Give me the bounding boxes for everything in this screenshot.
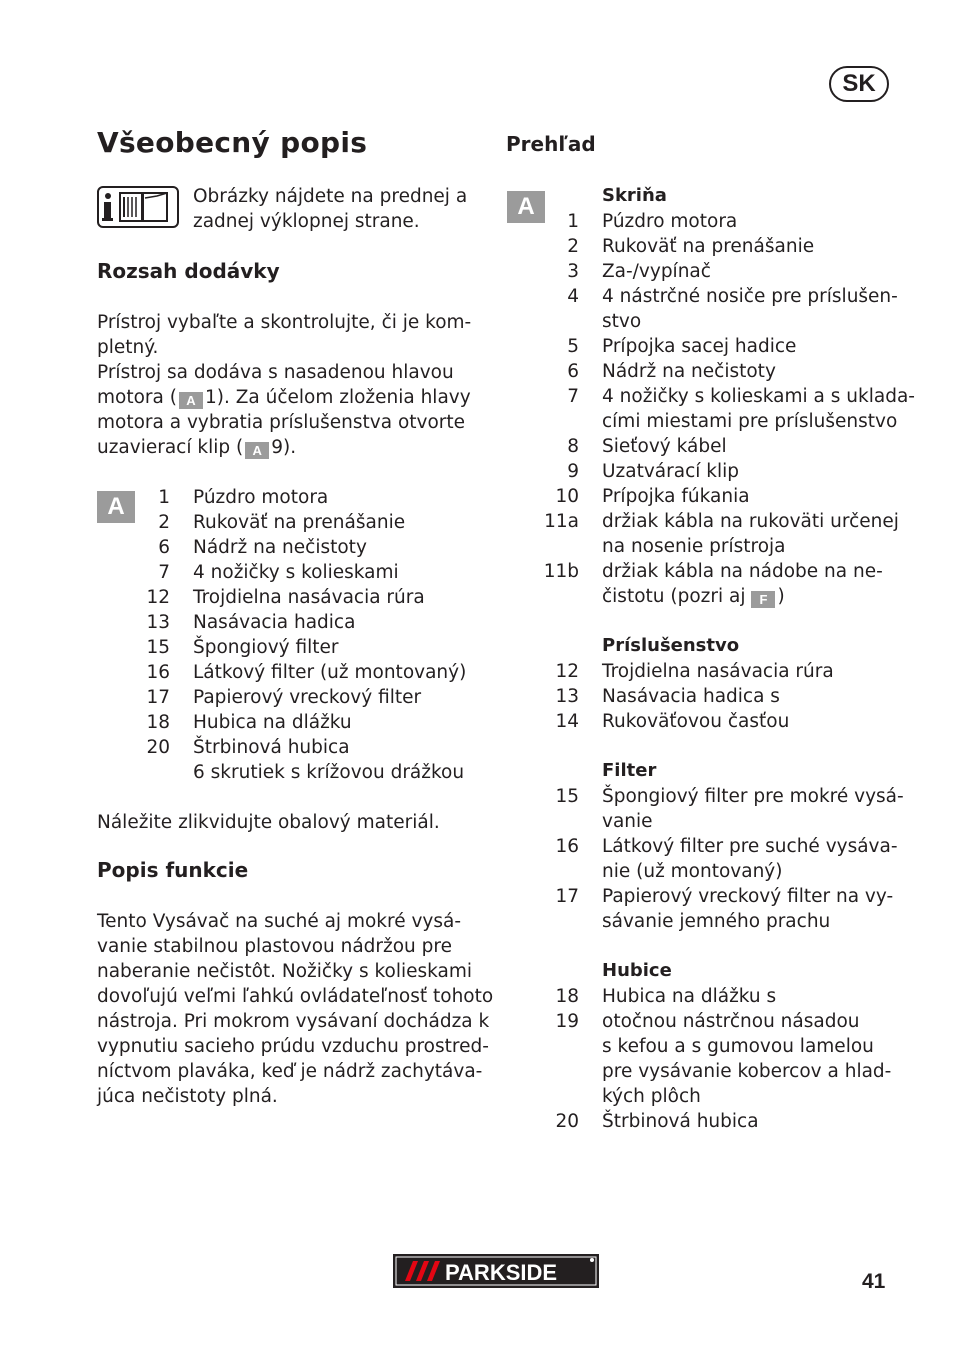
delivery-motor-text-2: 1). Za účelom zloženia hlavy (204, 387, 471, 408)
overview-item-number: 20 (555, 1111, 579, 1132)
overview-item-label: čistotu (pozri aj F ) (602, 586, 785, 607)
list-item-label: Nádrž na nečistoty (193, 537, 367, 558)
figure-ref-a-badge: A (245, 442, 269, 459)
list-item-label: Hubica na dlážku (193, 712, 352, 733)
function-para-line: vanie stabilnou plastovou nádržou pre (97, 936, 452, 957)
overview-item-label: Látkový filter pre suché vysáva- (602, 836, 898, 857)
list-item-label: 4 nožičky s kolieskami (193, 562, 399, 583)
overview-item-label: otočnou nástrčnou násadou (602, 1011, 860, 1032)
list-item-number: 13 (146, 612, 170, 633)
function-para-line: níctvom plaváka, keď je nádrž zachytáva- (97, 1061, 483, 1082)
list-item-label: Látkový filter (už montovaný) (193, 662, 467, 683)
overview-item-number: 3 (567, 261, 579, 282)
language-badge: SK (829, 66, 889, 102)
list-item-label: Púzdro motora (193, 487, 329, 508)
overview-group-heading: Hubice (602, 960, 672, 981)
list-item-number: 2 (158, 512, 170, 533)
delivery-para-line-2: pletný. (97, 337, 159, 358)
parkside-logo (393, 1254, 599, 1288)
list-item-number: 20 (146, 737, 170, 758)
overview-item-label: Sieťový kábel (602, 436, 727, 457)
overview-item-label: kých plôch (602, 1086, 701, 1107)
delivery-para-line-5: motora a vybratia príslušenstva otvorte (97, 412, 466, 433)
page-number: 41 (862, 1270, 886, 1293)
overview-item-label: pre vysávanie kobercov a hlad- (602, 1061, 892, 1082)
overview-item-number: 18 (555, 986, 579, 1007)
delivery-para-line-1: Prístroj vybaľte a skontrolujte, či je kom- (97, 312, 472, 333)
info-note-line-2: zadnej výklopnej strane. (193, 211, 420, 232)
list-item-number: 17 (146, 687, 170, 708)
delivery-motor-text: motora ( (97, 387, 177, 408)
list-item-number: 15 (146, 637, 170, 658)
overview-item-number: 12 (555, 661, 579, 682)
overview-item-label: stvo (602, 311, 642, 332)
info-book-icon (97, 186, 179, 228)
list-item-label: Špongiový filter (193, 637, 339, 658)
overview-group-heading: Skriňa (602, 185, 667, 206)
list-item-number: 12 (146, 587, 170, 608)
overview-item-number: 11b (543, 561, 579, 582)
overview-group-heading: Filter (602, 760, 657, 781)
function-para-line: júca nečistoty plná. (97, 1086, 278, 1107)
figure-ref-a-box: A (507, 191, 545, 223)
logo-text: PARKSIDE (445, 1260, 558, 1285)
overview-item-label: Prípojka sacej hadice (602, 336, 797, 357)
overview-item-label: Za-/vypínač (602, 261, 711, 282)
overview-item-label: Papierový vreckový filter na vy- (602, 886, 894, 907)
overview-item-label: sávanie jemného prachu (602, 911, 831, 932)
list-item-label: Rukoväť na prenášanie (193, 512, 406, 533)
list-item-number: 16 (146, 662, 170, 683)
overview-item-number: 13 (555, 686, 579, 707)
overview-item-label: Prípojka fúkania (602, 486, 750, 507)
overview-item-label: držiak kábla na nádobe na ne- (602, 561, 883, 582)
figure-ref-f-badge: F (751, 591, 775, 608)
overview-item-label: Špongiový filter pre mokré vysá- (602, 786, 904, 807)
overview-item-label: nie (už montovaný) (602, 861, 783, 882)
overview-item-label: Rukoväť na prenášanie (602, 236, 815, 257)
overview-item-number: 17 (555, 886, 579, 907)
overview-item-number: 8 (567, 436, 579, 457)
function-para-line: nástroja. Pri mokrom vysávaní dochádza k (97, 1011, 490, 1032)
delivery-para-line-4 (97, 385, 471, 410)
overview-item-label: Uzatvárací klip (602, 461, 739, 482)
overview-item-label: Štrbinová hubica (602, 1111, 759, 1132)
function-para-line: dovoľujú veľmi ľahkú ovládateľnosť tohoto (97, 986, 494, 1007)
overview-item-number: 4 (567, 286, 579, 307)
overview-item-label: Púzdro motora (602, 211, 738, 232)
delivery-para-line-3: Prístroj sa dodáva s nasadenou hlavou (97, 362, 454, 383)
overview-item-number: 1 (567, 211, 579, 232)
list-item-label: Štrbinová hubica (193, 737, 350, 758)
figure-ref-a-box: A (97, 491, 135, 523)
overview-item-label: držiak kábla na rukoväti určenej (602, 511, 899, 532)
overview-item-number: 6 (567, 361, 579, 382)
overview-item-label: vanie (602, 811, 653, 832)
figure-ref-a-badge: A (179, 392, 203, 409)
function-para-line: naberanie nečistôt. Nožičky s kolieskami (97, 961, 473, 982)
list-item-number: 1 (158, 487, 170, 508)
overview-item-label: cími miestami pre príslušenstvo (602, 411, 898, 432)
function-para-line: vypnutiu sacieho prúdu vzduchu prostred- (97, 1036, 489, 1057)
section-title-general: Všeobecný popis (97, 126, 368, 159)
disposal-note: Náležite zlikvidujte obalový materiál. (97, 812, 440, 833)
overview-item-number: 16 (555, 836, 579, 857)
overview-item-label: s kefou a s gumovou lamelou (602, 1036, 874, 1057)
overview-item-label: Trojdielna nasávacia rúra (602, 661, 834, 682)
function-para-line: Tento Vysávač na suché aj mokré vysá- (97, 911, 462, 932)
section-title-overview: Prehľad (506, 132, 596, 156)
overview-item-label: Hubica na dlážku s (602, 986, 777, 1007)
list-item-number: 7 (158, 562, 170, 583)
overview-item-number: 7 (567, 386, 579, 407)
delivery-clip-text: uzavierací klip ( (97, 437, 244, 458)
overview-item-label: 4 nástrčné nosiče pre príslušen- (602, 286, 898, 307)
function-heading: Popis funkcie (97, 858, 249, 882)
overview-item-number: 10 (555, 486, 579, 507)
overview-item-number: 9 (567, 461, 579, 482)
overview-item-number: 11a (544, 511, 579, 532)
overview-item-label: 4 nožičky s kolieskami a s uklada- (602, 386, 915, 407)
overview-item-label: na nosenie prístroja (602, 536, 786, 557)
list-item-label: Nasávacia hadica (193, 612, 356, 633)
overview-item-label: Nádrž na nečistoty (602, 361, 776, 382)
delivery-heading: Rozsah dodávky (97, 259, 280, 283)
list-item-number: 6 (158, 537, 170, 558)
list-item-number: 18 (146, 712, 170, 733)
overview-item-number: 15 (555, 786, 579, 807)
overview-item-label: Rukoväťovou časťou (602, 711, 790, 732)
overview-item-label: Nasávacia hadica s (602, 686, 780, 707)
delivery-para-line-6 (97, 435, 296, 460)
info-note-line-1: Obrázky nájdete na prednej a (193, 186, 468, 207)
list-item-label: Trojdielna nasávacia rúra (193, 587, 425, 608)
overview-group-heading: Príslušenstvo (602, 635, 740, 656)
overview-item-number: 14 (555, 711, 579, 732)
overview-item-number: 2 (567, 236, 579, 257)
list-item-label: Papierový vreckový filter (193, 687, 422, 708)
overview-item-number: 5 (567, 336, 579, 357)
overview-item-number: 19 (555, 1011, 579, 1032)
delivery-clip-text-2: 9). (271, 437, 297, 458)
list-item-label: 6 skrutiek s krížovou drážkou (193, 762, 465, 783)
